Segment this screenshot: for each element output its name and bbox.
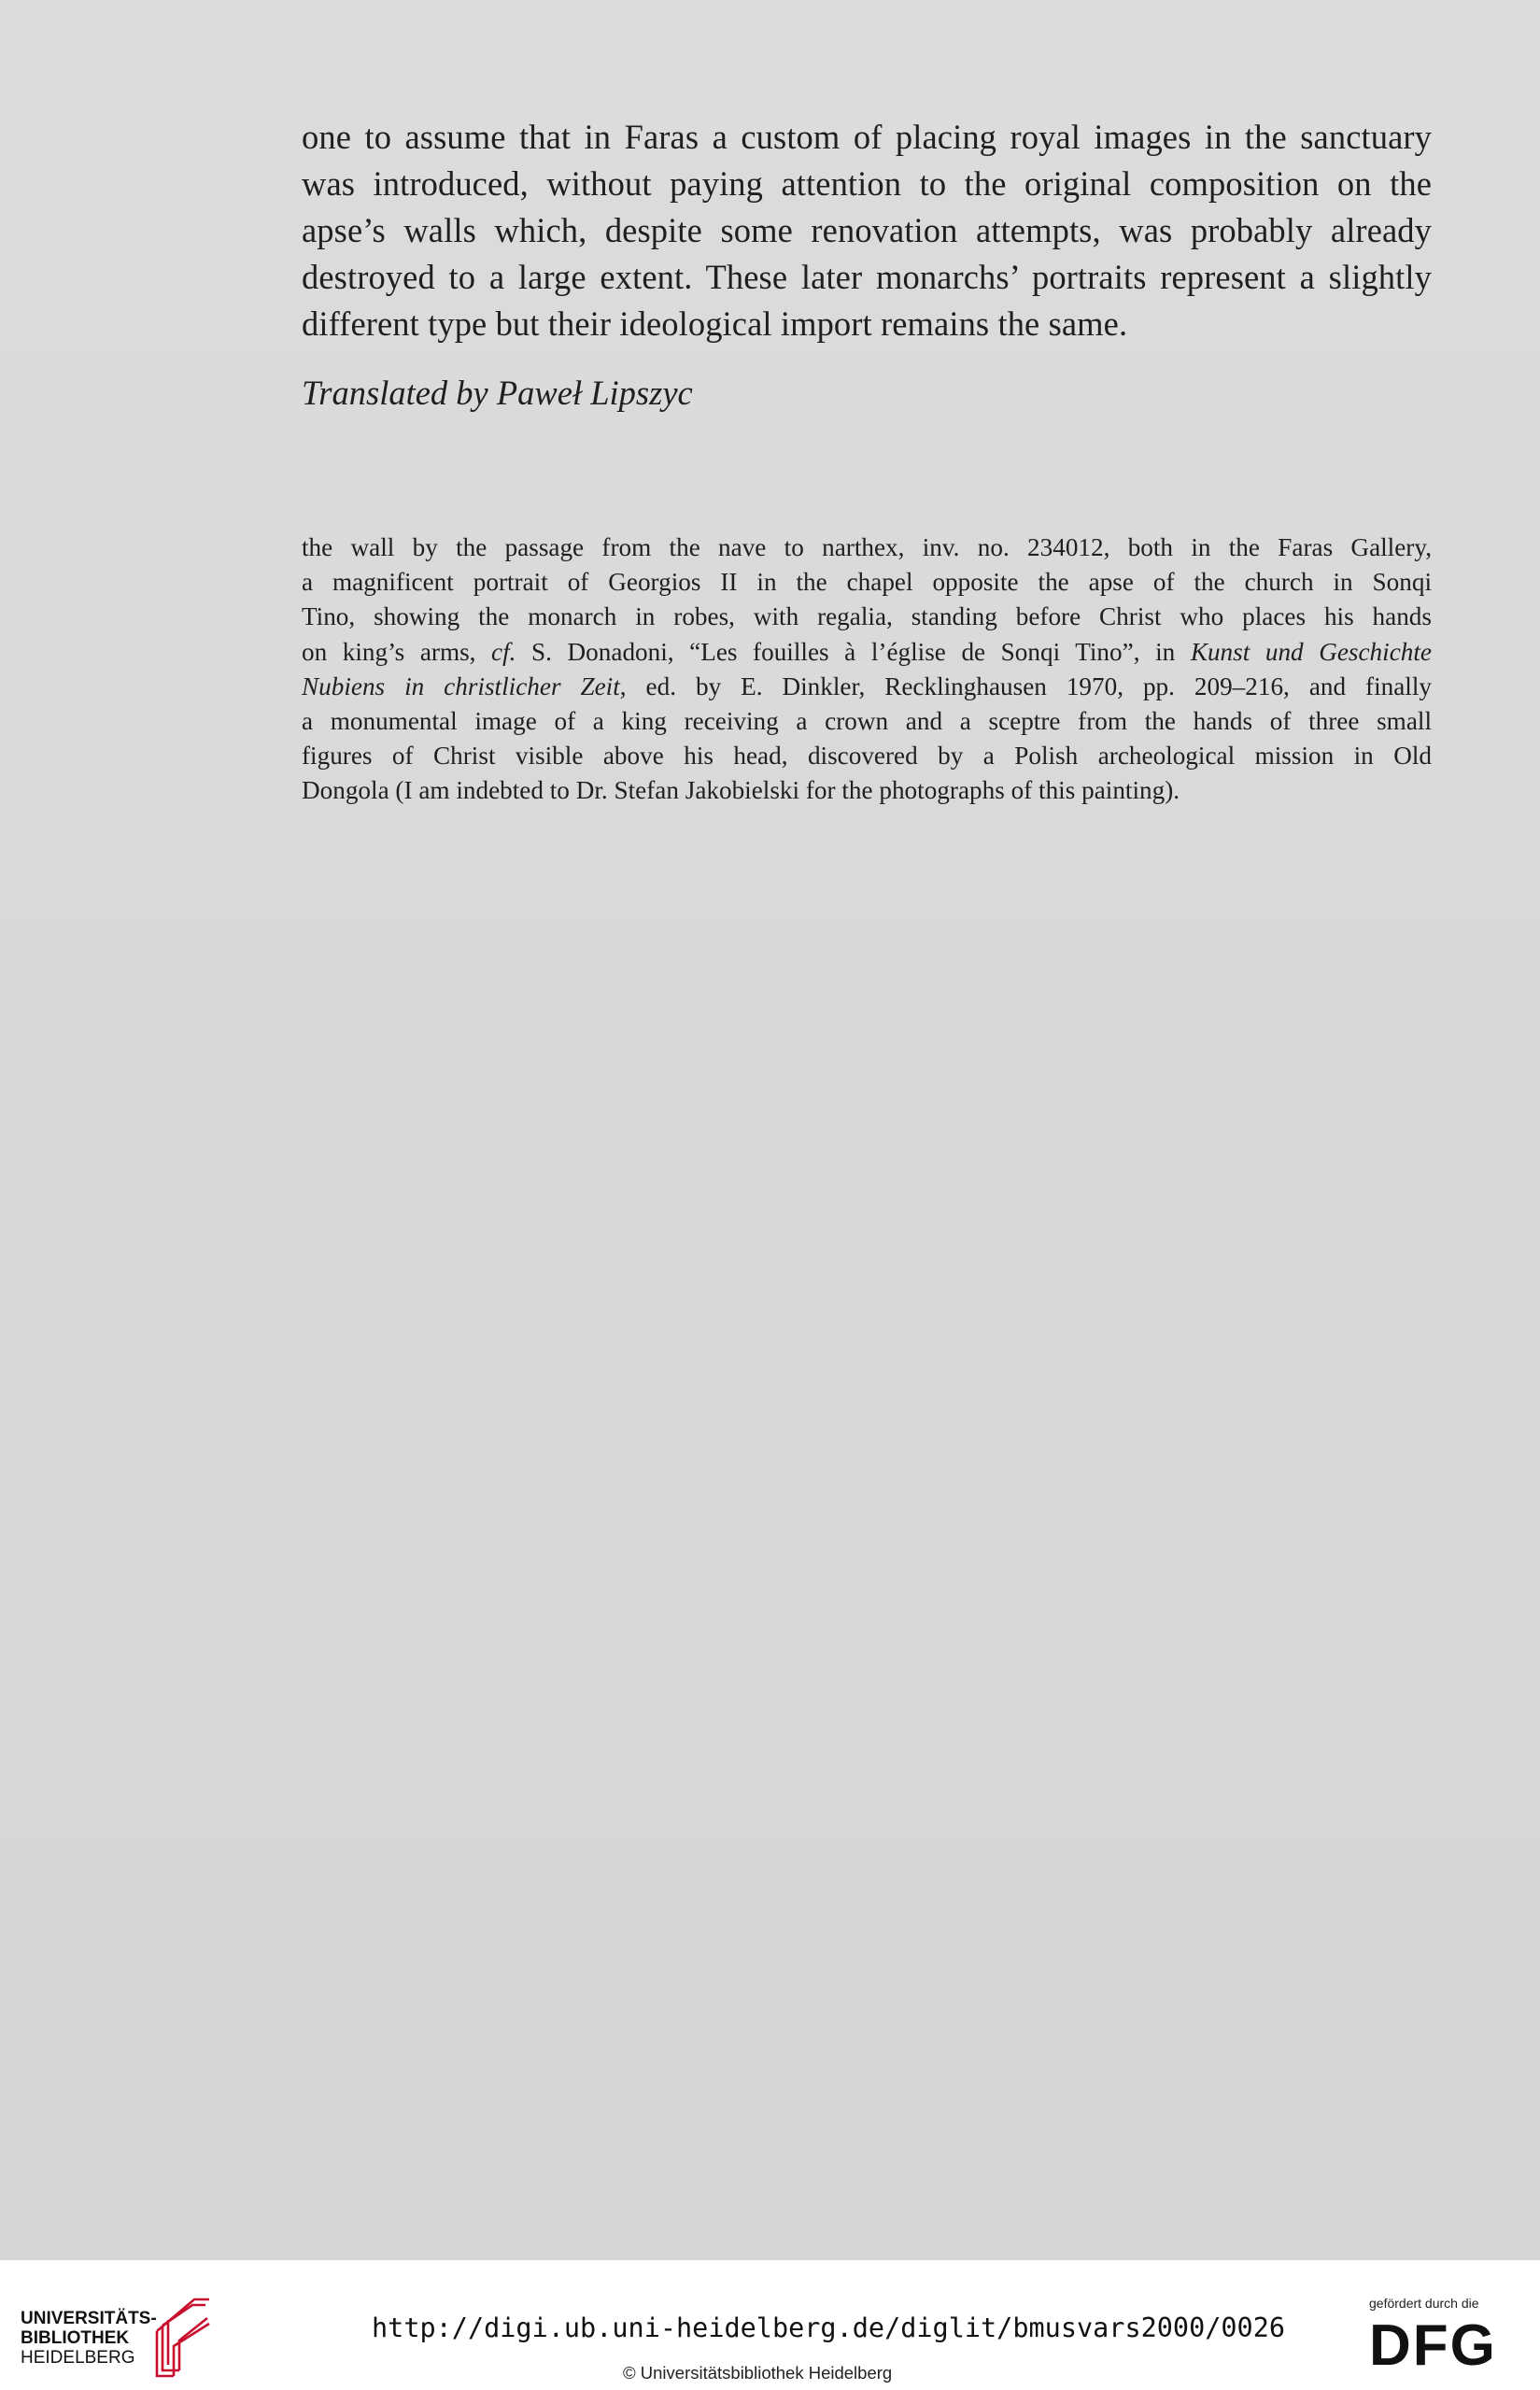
library-logo-icon[interactable] (151, 2294, 213, 2380)
footnote-line-5 (302, 670, 1432, 704)
footnote-text: S. Donadoni, “Les fouilles à l’église de Sonqi Tino”, in (516, 637, 1191, 666)
footnote-line-2: a magnificent portrait of Georgios II in the chapel opposite the apse of the church in Sonqi (302, 568, 1432, 597)
footnote-line-8: Dongola (I am indebted to Dr. Stefan Jakobielski for the photographs of this painting). (302, 776, 1180, 805)
footnote-line-6: a monumental image of a king receiving a crown and a sceptre from the hands of three small (302, 707, 1432, 736)
footnote-cf: cf. (491, 637, 516, 666)
footnote-line-7: figures of Christ visible above his head, discovered by a Polish archeological mission in Old (302, 742, 1432, 771)
main-line-5: different type but their ideological import remains the same. (302, 304, 1128, 343)
footnote-title-italic: Kunst und Geschichte (1190, 637, 1432, 666)
footnote-text: , ed. by E. Dinkler, Recklinghausen 1970, pp. 209–216, and finally (619, 672, 1433, 700)
main-line-1: one to assume that in Faras a custom of placing royal images in the sanctuary (302, 118, 1432, 156)
funding-label: gefördert durch die (1369, 2296, 1479, 2311)
footnote-line-3: Tino, showing the monarch in robes, with regalia, standing before Christ who places his hands (302, 602, 1432, 631)
main-paragraph (302, 114, 1432, 347)
copyright-notice: © Universitätsbibliothek Heidelberg (623, 2363, 893, 2383)
main-line-4: destroyed to a large extent. These later monarchs’ portraits represent a slightly (302, 258, 1432, 296)
footnote (302, 530, 1432, 809)
library-name-line-1: UNIVERSITÄTS- (21, 2309, 157, 2328)
footnote-line-1: the wall by the passage from the nave to narthex, inv. no. 234012, both in the Faras Gallery, (302, 533, 1432, 561)
footnote-text: on king’s arms, (302, 637, 492, 666)
footer-bar (0, 2260, 1540, 2390)
dfg-logo-text: DFG (1369, 2316, 1497, 2370)
page-url-link[interactable]: http://digi.ub.uni-heidelberg.de/diglit/bmusvars2000/0026 (372, 2312, 1286, 2343)
footnote-title-italic: Nubiens in christlicher Zeit (302, 672, 620, 700)
footnote-line-4 (302, 635, 1432, 670)
library-logo-text[interactable] (21, 2309, 157, 2368)
translator-credit: Translated by Paweł Lipszyc (302, 374, 693, 412)
main-line-2: was introduced, without paying attention to the original composition on the (302, 164, 1432, 203)
library-name-line-2: BIBLIOTHEK (21, 2328, 130, 2348)
library-name-line-3: HEIDELBERG (21, 2348, 135, 2368)
main-line-3: apse’s walls which, despite some renovation attempts, was probably already (302, 211, 1432, 249)
dfg-logo-icon[interactable] (1369, 2316, 1519, 2370)
